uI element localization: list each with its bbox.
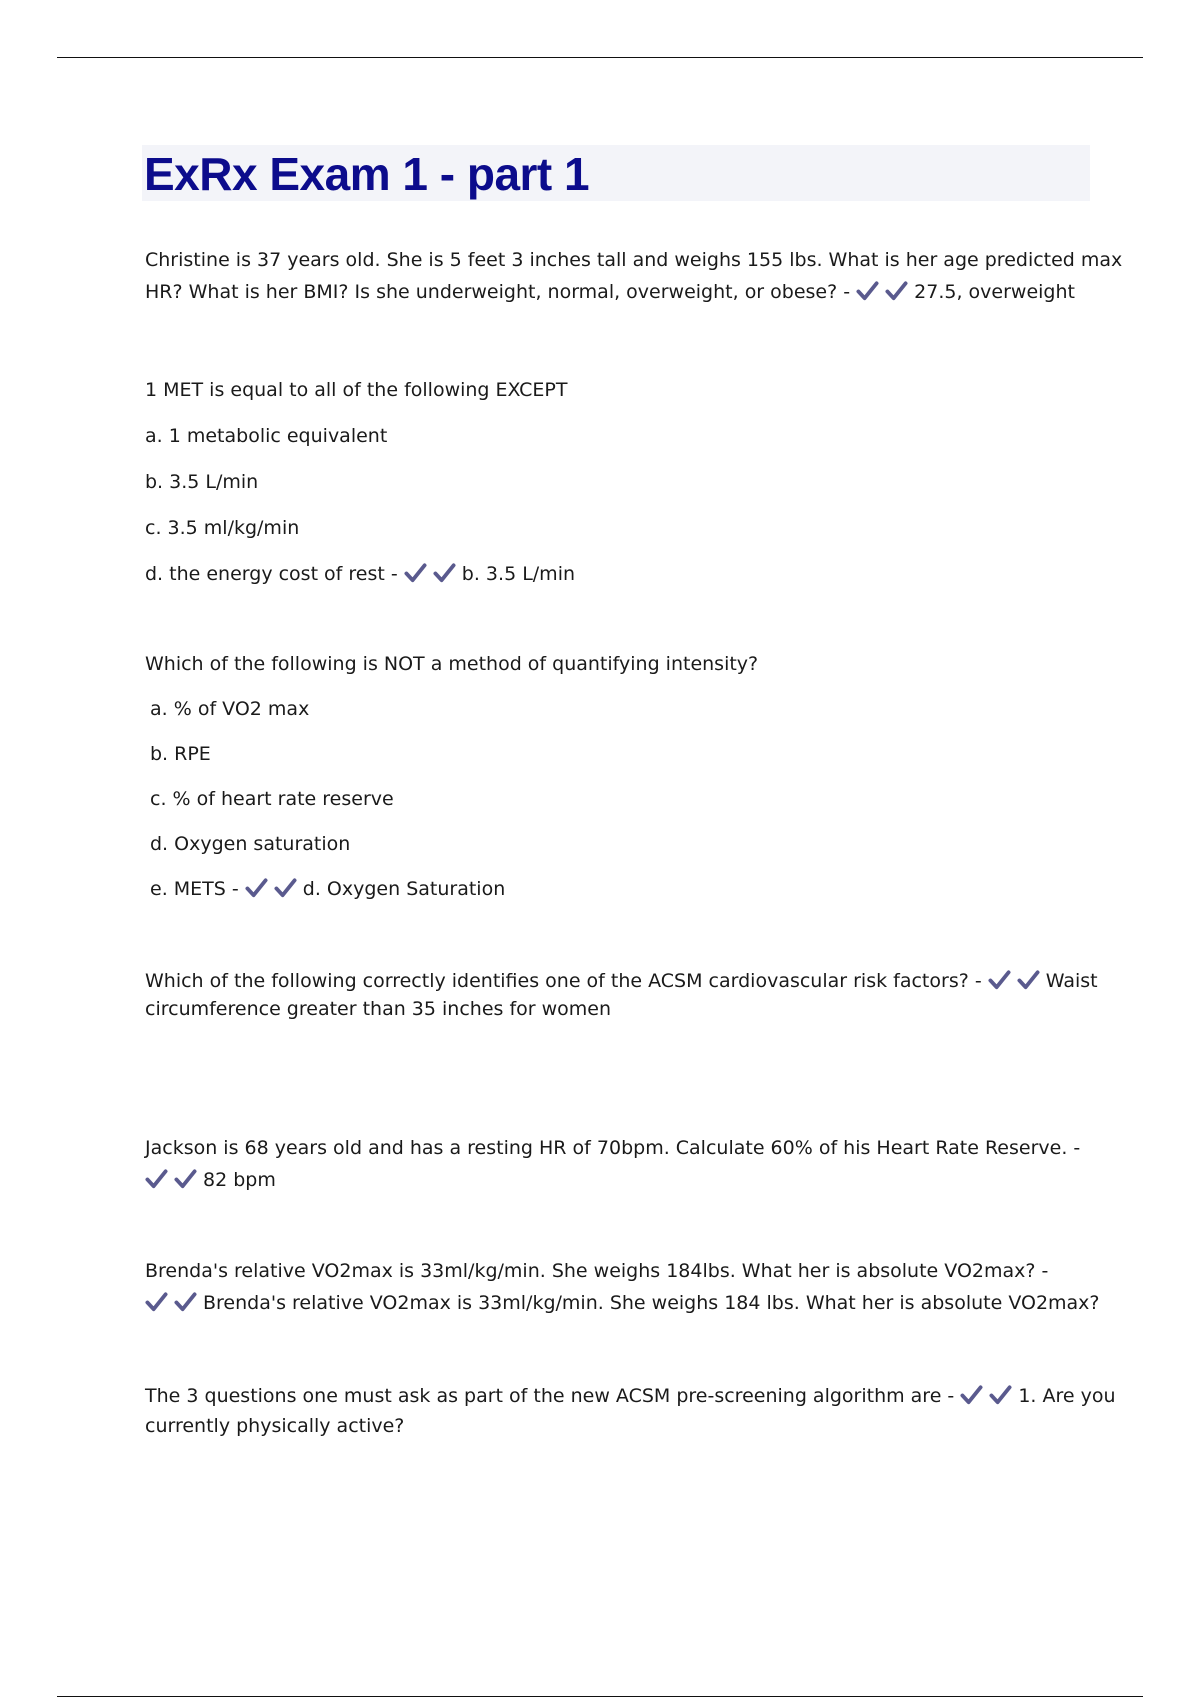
bottom-rule <box>57 1696 1143 1697</box>
question-1-line-1: Christine is 37 years old. She is 5 feet 3 inches tall and weighs 155 lbs. What is her age predicted max <box>145 249 1123 271</box>
check-icon <box>856 280 879 302</box>
question-4 <box>145 967 1098 1023</box>
question-2-option-d <box>145 551 1085 597</box>
top-rule <box>57 57 1143 58</box>
question-3-option-e-text: e. METS - <box>150 878 239 900</box>
question-5 <box>145 1132 1085 1196</box>
check-icon <box>274 877 297 899</box>
check-icon <box>885 280 908 302</box>
question-5-line-1: Jackson is 68 years old and has a resting HR of 70bpm. Calculate 60% of his Heart Rate Reserve. - <box>145 1137 1081 1159</box>
question-7 <box>145 1381 1116 1441</box>
check-icon <box>988 969 1011 991</box>
question-6 <box>145 1255 1100 1319</box>
check-icon <box>989 1384 1012 1406</box>
question-2-stem: 1 MET is equal to all of the following EXCEPT <box>145 379 568 401</box>
question-5-line-2 <box>145 1164 1085 1196</box>
check-icon <box>174 1168 197 1190</box>
question-3-option-d: d. Oxygen saturation <box>150 833 351 855</box>
question-4-answer-part-1: Waist <box>1045 970 1098 992</box>
question-7-answer-part-2: currently physically active? <box>145 1415 405 1437</box>
question-2-option-c: c. 3.5 ml/kg/min <box>145 517 300 539</box>
check-icon <box>1017 969 1040 991</box>
question-3 <box>145 642 1085 912</box>
check-icon <box>245 877 268 899</box>
check-icon <box>174 1291 197 1313</box>
question-3-option-c: c. % of heart rate reserve <box>150 788 394 810</box>
check-icon <box>145 1168 168 1190</box>
question-6-line-2 <box>145 1287 1100 1319</box>
question-3-stem: Which of the following is NOT a method of quantifying intensity? <box>145 653 759 675</box>
check-icon <box>404 562 427 584</box>
question-5-answer: 82 bpm <box>203 1169 276 1191</box>
question-3-option-a: a. % of VO2 max <box>150 698 310 720</box>
question-7-line-1 <box>145 1381 1116 1411</box>
question-7-answer-part-1: 1. Are you <box>1018 1385 1116 1407</box>
question-1 <box>145 244 1123 308</box>
check-icon <box>960 1384 983 1406</box>
question-6-line-1: Brenda's relative VO2max is 33ml/kg/min. She weighs 184lbs. What her is absolute VO2max? - <box>145 1260 1049 1282</box>
question-2-answer: b. 3.5 L/min <box>461 563 576 585</box>
question-2-option-b: b. 3.5 L/min <box>145 471 259 493</box>
question-2 <box>145 367 1085 597</box>
document-title: ExRx Exam 1 - part 1 <box>144 148 590 200</box>
question-6-answer: Brenda's relative VO2max is 33ml/kg/min. She weighs 184 lbs. What her is absolute VO2max? <box>203 1292 1100 1314</box>
question-3-option-b: b. RPE <box>150 743 211 765</box>
check-icon <box>145 1291 168 1313</box>
question-1-line-2 <box>145 276 1085 308</box>
question-3-answer: d. Oxygen Saturation <box>302 878 506 900</box>
question-7-text: The 3 questions one must ask as part of the new ACSM pre-screening algorithm are - <box>145 1385 955 1407</box>
question-1-answer: 27.5, overweight <box>914 281 1075 303</box>
question-2-option-a: a. 1 metabolic equivalent <box>145 425 388 447</box>
question-2-option-d-text: d. the energy cost of rest - <box>145 563 398 585</box>
question-4-answer-part-2: circumference greater than 35 inches for women <box>145 998 612 1020</box>
question-3-option-e <box>145 867 1085 912</box>
question-4-text: Which of the following correctly identifies one of the ACSM cardiovascular risk factors? - <box>145 970 982 992</box>
check-icon <box>433 562 456 584</box>
question-4-line-1 <box>145 967 1098 995</box>
question-1-text: HR? What is her BMI? Is she underweight, normal, overweight, or obese? - <box>145 281 851 303</box>
